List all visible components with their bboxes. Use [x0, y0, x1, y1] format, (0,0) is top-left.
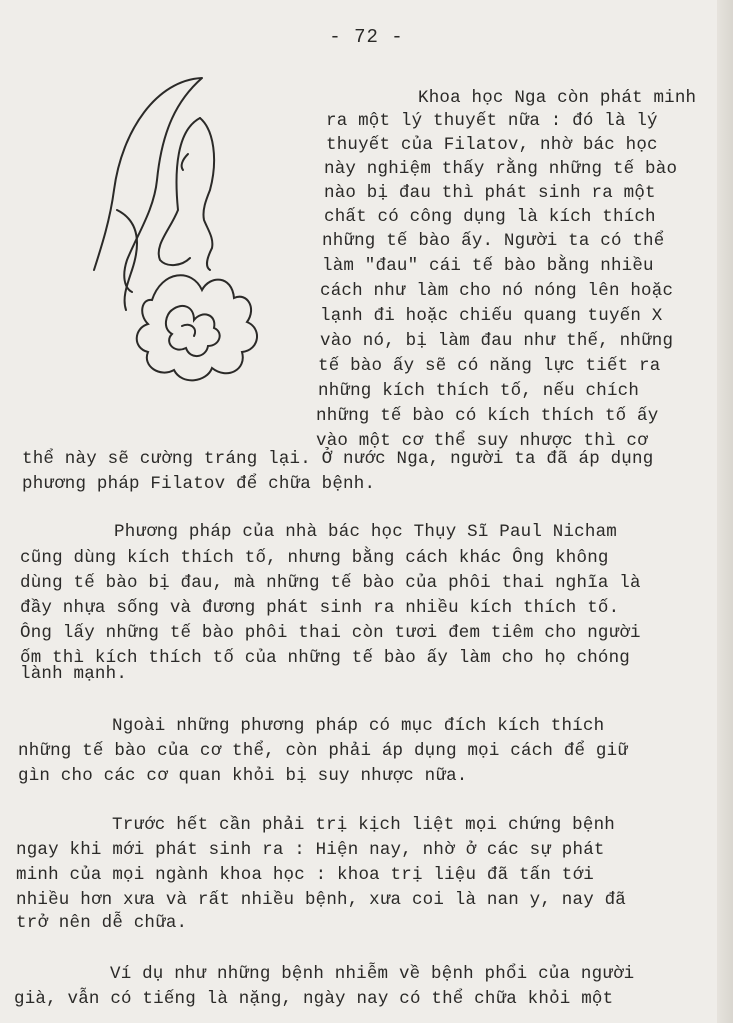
- body-line: Ông lấy những tế bào phôi thai còn tươi đem tiêm cho người: [20, 623, 641, 643]
- body-line: những tế bào của cơ thể, còn phải áp dụng mọi cách để giữ: [18, 741, 628, 761]
- page-number: - 72 -: [329, 26, 404, 48]
- body-line: dùng tế bào bị đau, mà những tế bào của phôi thai nghĩa là: [20, 573, 641, 593]
- body-line: Ngoài những phương pháp có mục đích kích thích: [112, 716, 605, 736]
- body-line: những tế bào ấy. Người ta có thể: [322, 231, 665, 251]
- page-edge-shadow: [717, 0, 733, 1023]
- body-line: này nghiệm thấy rằng những tế bào: [324, 159, 678, 179]
- body-line: làm "đau" cái tế bào bằng nhiều: [322, 256, 654, 276]
- body-line: cũng dùng kích thích tố, nhưng bằng cách khác Ông không: [20, 548, 609, 568]
- body-line: đầy nhựa sống và đương phát sinh ra nhiều kích thích tố.: [20, 598, 620, 618]
- body-line: những tế bào có kích thích tố ấy: [316, 406, 659, 426]
- body-line: tế bào ấy sẽ có năng lực tiết ra: [318, 356, 661, 376]
- body-line: Ví dụ như những bệnh nhiễm về bệnh phổi của người: [110, 964, 635, 984]
- body-line: già, vẫn có tiếng là nặng, ngày nay có thể chữa khỏi một: [14, 989, 614, 1009]
- body-line: minh của mọi ngành khoa học : khoa trị liệu đã tấn tới: [16, 865, 594, 885]
- body-line: lành mạnh.: [20, 664, 128, 684]
- body-line: thuyết của Filatov, nhờ bác học: [326, 135, 658, 155]
- body-line: chất có công dụng là kích thích: [324, 207, 656, 227]
- body-line: cách như làm cho nó nóng lên hoặc: [320, 281, 674, 301]
- body-line: gìn cho các cơ quan khỏi bị suy nhược nữa.: [18, 766, 468, 786]
- body-line: nhiều hơn xưa và rất nhiều bệnh, xưa coi là nan y, nay đã: [16, 890, 626, 910]
- body-line: trở nên dễ chữa.: [16, 913, 188, 933]
- body-line: vào nó, bị làm đau như thế, những: [320, 331, 674, 351]
- body-line: lạnh đi hoặc chiếu quang tuyến X: [320, 306, 663, 326]
- body-line: phương pháp Filatov để chữa bệnh.: [22, 474, 376, 494]
- body-line: ngay khi mới phát sinh ra : Hiện nay, nhờ ở các sự phát: [16, 840, 605, 860]
- body-line: ốm thì kích thích tố của những tế bào ấy làm cho họ chóng: [20, 648, 630, 668]
- body-line: vào một cơ thể suy nhược thì cơ: [316, 431, 648, 451]
- body-line: Khoa học Nga còn phát minh: [418, 88, 697, 108]
- body-line: nào bị đau thì phát sinh ra một: [324, 183, 656, 203]
- body-line: Phương pháp của nhà bác học Thụy Sĩ Paul Nicham: [114, 522, 617, 542]
- woman-and-flower-illustration: [82, 70, 312, 410]
- body-line: những kích thích tố, nếu chích: [318, 381, 640, 401]
- body-line: Trước hết cần phải trị kịch liệt mọi chứng bệnh: [112, 815, 615, 835]
- body-line: thể này sẽ cường tráng lại. Ở nước Nga, người ta đã áp dụng: [22, 449, 654, 469]
- body-line: ra một lý thuyết nữa : đó là lý: [326, 111, 658, 131]
